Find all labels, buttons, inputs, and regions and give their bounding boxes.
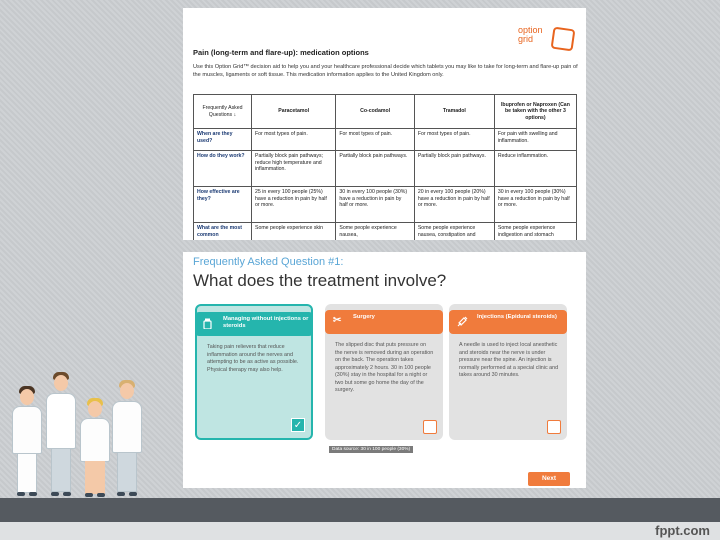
table-cell: For most types of pain. — [336, 129, 414, 151]
option-card-surgery[interactable] — [325, 304, 443, 440]
logo-word-grid: grid — [518, 34, 534, 44]
table-cell: Partially block pain pathways. — [414, 151, 494, 187]
table-cell: 30 in every 100 people (30%) have a reduction in pain by half or more. — [336, 187, 414, 223]
table-header: Co-codamol — [336, 95, 414, 129]
table-cell: 20 in every 100 people (20%) have a reduction in pain by half or more. — [414, 187, 494, 223]
footer-bar — [0, 498, 720, 522]
syringe-icon — [457, 316, 468, 330]
table-cell: Some people experience skin — [252, 223, 336, 241]
table-header: Ibuprofen or Naproxen (Can be taken with the other 3 options) — [494, 95, 576, 129]
card-title: Surgery — [353, 314, 375, 320]
table-cell: For most types of pain. — [252, 129, 336, 151]
card-title: Injections (Epidural steroids) — [477, 314, 557, 320]
footer-base — [0, 522, 720, 540]
card-header — [195, 312, 313, 336]
logo-word-option: option — [518, 25, 543, 35]
table-header: Paracetamol — [252, 95, 336, 129]
table-cell: Some people experience nausea, — [336, 223, 414, 241]
table-header-row — [194, 95, 577, 129]
card-header — [449, 310, 567, 334]
logo-square-icon — [551, 27, 576, 52]
doctor-figure — [110, 380, 144, 498]
scissors-icon: ✂ — [333, 315, 342, 326]
medical-staff-illustration — [6, 372, 156, 498]
card-title: Managing without injections or steroids — [223, 316, 309, 329]
medication-option-grid-document — [183, 8, 586, 240]
row-question: How do they work? — [194, 151, 252, 187]
table-cell: For pain with swelling and inflammation. — [494, 129, 576, 151]
next-button[interactable]: Next — [528, 472, 570, 486]
faq-kicker: Frequently Asked Question #1: — [193, 256, 344, 268]
medication-comparison-table — [193, 94, 577, 240]
unselected-checkbox[interactable] — [547, 420, 561, 434]
row-question: When are they used? — [194, 129, 252, 151]
nurse-figure — [80, 398, 110, 498]
table-cell: Reduce inflammation. — [494, 151, 576, 187]
option-card-injections[interactable] — [449, 304, 567, 440]
card-header — [325, 310, 443, 334]
card-body: Taking pain relievers that reduce inflammation around the nerves and attempting to be as active as possible. Physical therapy may also help. — [207, 344, 299, 373]
row-question: How effective are they? — [194, 187, 252, 223]
pill-bottle-icon — [203, 318, 212, 332]
table-header: Frequently Asked Questions ↓ — [194, 95, 252, 129]
faq-treatment-panel — [183, 252, 586, 488]
option-grid-logo — [518, 24, 578, 64]
table-cell: Partially block pain pathways; reduce high temperature and inflammation. — [252, 151, 336, 187]
table-row — [194, 187, 577, 223]
table-cell: For most types of pain. — [414, 129, 494, 151]
document-intro: Use this Option Grid™ decision aid to help you and your healthcare professional decide which tablets you may like to take for long-term and flare-up pain of the muscles, ligaments or soft tissue. This medication information applies to the United Kingdom only. — [193, 64, 578, 78]
table-row — [194, 129, 577, 151]
table-cell: Some people experience nausea, constipation and — [414, 223, 494, 241]
data-source-label: Data source: 30 in 100 people (30%) — [329, 446, 413, 453]
option-card-managing[interactable] — [195, 304, 313, 440]
unselected-checkbox[interactable] — [423, 420, 437, 434]
doctor-figure — [10, 386, 44, 498]
card-body: A needle is used to inject local anesthetic and steroids near the nerve is under pressure near the spine. An injection is normally performed at a special clinic and takes around 30 minutes. — [459, 342, 559, 378]
card-body: The slipped disc that puts pressure on the nerve is removed during an operation on the back. The operation takes approximately 2 hours. 30 in 100 people (30%) stay in the hospital for a night or two but some go home the day of the surgery. — [335, 342, 434, 393]
table-row — [194, 223, 577, 241]
table-cell: 30 in every 100 people (30%) have a reduction in pain by half or more. — [494, 187, 576, 223]
table-cell: 25 in every 100 people (25%) have a reduction in pain by half or more. — [252, 187, 336, 223]
doctor-figure — [44, 372, 78, 498]
selected-checkbox[interactable]: ✓ — [291, 418, 305, 432]
table-cell: Partially block pain pathways. — [336, 151, 414, 187]
table-header: Tramadol — [414, 95, 494, 129]
faq-question-title: What does the treatment involve? — [193, 271, 447, 290]
document-title: Pain (long-term and flare-up): medication options — [193, 48, 369, 57]
table-row — [194, 151, 577, 187]
table-cell: Some people experience indigestion and stomach — [494, 223, 576, 241]
row-question: What are the most common — [194, 223, 252, 241]
brand-watermark: fppt.com — [655, 523, 710, 538]
